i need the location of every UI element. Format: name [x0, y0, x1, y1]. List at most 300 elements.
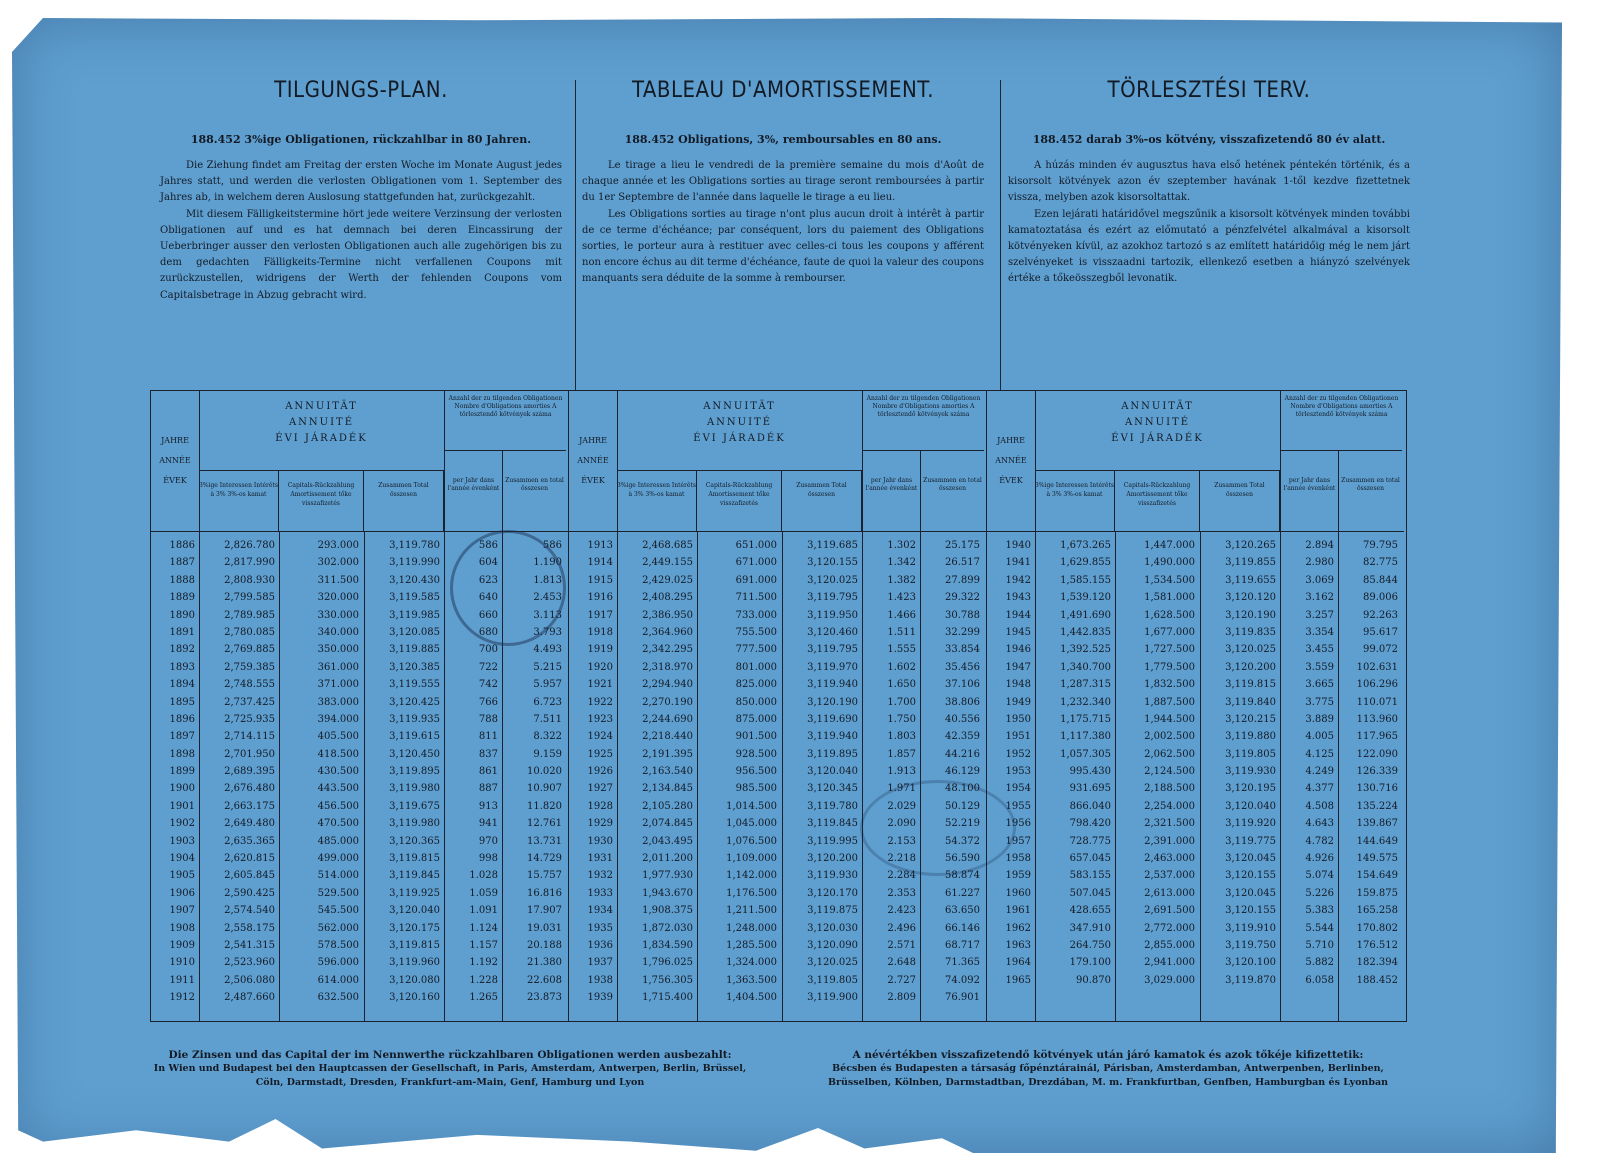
- table-header: [151, 391, 568, 532]
- interest-cell: 1,756.305: [642, 974, 693, 986]
- total-cell: 3,119.780: [807, 800, 858, 812]
- cumulative-cell: 139.867: [1356, 818, 1398, 830]
- table-block-2: [569, 391, 987, 1021]
- interest-cell: 2,649.480: [224, 818, 275, 830]
- capital-cell: 2,941.000: [1144, 957, 1195, 969]
- year-cell: 1945: [1005, 626, 1031, 638]
- total-cell: 3,120.385: [389, 661, 440, 673]
- table-row: [987, 728, 1404, 745]
- interest-cell: 2,558.175: [224, 922, 275, 934]
- total-cell: 3,120.090: [807, 939, 858, 951]
- cumulative-cell: 58.874: [945, 870, 980, 882]
- table-row: [569, 676, 986, 693]
- header-total: Zusammen Total összesen: [1200, 471, 1280, 531]
- per-year-cell: 3.665: [1305, 679, 1334, 691]
- table-row: [987, 920, 1404, 937]
- interest-cell: 1,340.700: [1060, 661, 1111, 673]
- per-year-cell: 1.059: [469, 887, 498, 899]
- cumulative-cell: 110.071: [1356, 696, 1398, 708]
- cumulative-cell: 122.090: [1356, 748, 1398, 760]
- total-cell: 3,119.685: [807, 540, 858, 551]
- capital-cell: 2,613.000: [1144, 887, 1195, 899]
- interest-cell: 2,635.365: [224, 835, 275, 847]
- cumulative-cell: 188.452: [1356, 974, 1398, 986]
- per-year-header: per Jahr dans l'année évenként: [862, 451, 920, 531]
- capital-cell: 985.500: [735, 783, 777, 795]
- french-column: [582, 78, 984, 288]
- interest-cell: 179.100: [1069, 957, 1111, 969]
- capital-cell: 2,537.000: [1144, 870, 1195, 882]
- total-cell: 3,119.980: [389, 783, 440, 795]
- interest-cell: 1,715.400: [642, 992, 693, 1004]
- interest-cell: 2,541.315: [224, 939, 275, 951]
- cumulative-cell: 130.716: [1356, 783, 1398, 795]
- per-year-cell: 660: [478, 609, 498, 621]
- capital-cell: 1,447.000: [1144, 540, 1195, 551]
- year-cell: 1948: [1005, 679, 1031, 691]
- year-column-header: [987, 391, 1036, 531]
- year-label-line: ÉVEK: [581, 476, 605, 485]
- total-cell: 3,119.835: [1225, 626, 1276, 638]
- interest-cell: 798.420: [1069, 818, 1111, 830]
- cumulative-cell: 33.854: [945, 644, 980, 656]
- per-year-cell: 604: [478, 557, 498, 569]
- table-row: [987, 885, 1404, 902]
- german-footer: [150, 1048, 750, 1090]
- cumulative-cell: 46.129: [945, 766, 980, 778]
- table-rows: [987, 537, 1404, 989]
- cumulative-cell: 23.873: [527, 992, 562, 1004]
- total-cell: 3,119.880: [1225, 731, 1276, 743]
- year-cell: 1914: [587, 557, 613, 569]
- cumulative-cell: 2.453: [533, 592, 562, 604]
- table-row: [151, 746, 568, 763]
- header-capital: Capitals-Rückzahlung Amortissement tőke visszafizetés: [279, 471, 364, 531]
- annuity-header: [617, 391, 862, 471]
- year-cell: 1938: [587, 974, 613, 986]
- total-cell: 3,120.025: [1225, 644, 1276, 656]
- year-label-line: ÉVEK: [999, 476, 1023, 485]
- year-cell: 1900: [169, 783, 195, 795]
- interest-cell: 1,908.375: [642, 905, 693, 917]
- capital-cell: 1,014.500: [726, 800, 777, 812]
- capital-cell: 651.000: [735, 540, 777, 551]
- annuity-label-line: ANNUITÄT: [703, 401, 776, 412]
- interest-cell: 1,585.155: [1060, 574, 1111, 586]
- hungarian-footer: [808, 1048, 1408, 1090]
- table-row: [569, 937, 986, 954]
- german-heading: TILGUNGS-PLAN.: [274, 78, 448, 103]
- total-cell: 3,120.190: [807, 696, 858, 708]
- annuity-header: [199, 391, 444, 471]
- interest-cell: 2,689.395: [224, 766, 275, 778]
- year-cell: 1906: [169, 887, 195, 899]
- per-year-cell: 3.559: [1305, 661, 1334, 673]
- capital-cell: 371.000: [317, 679, 359, 691]
- capital-cell: 2,124.500: [1144, 766, 1195, 778]
- total-cell: 3,119.940: [807, 679, 858, 691]
- total-cell: 3,119.985: [389, 609, 440, 621]
- year-cell: 1902: [169, 818, 195, 830]
- capital-cell: 1,363.500: [726, 974, 777, 986]
- year-cell: 1935: [587, 922, 613, 934]
- total-cell: 3,119.910: [1225, 922, 1276, 934]
- cumulative-cell: 79.795: [1363, 540, 1398, 551]
- total-cell: 3,119.895: [389, 766, 440, 778]
- interest-cell: 728.775: [1069, 835, 1111, 847]
- cumulative-cell: 27.899: [945, 574, 980, 586]
- per-year-cell: 2.153: [887, 835, 916, 847]
- table-rows: [569, 537, 986, 1007]
- capital-cell: 850.000: [735, 696, 777, 708]
- table-row: [569, 537, 986, 554]
- per-year-cell: 1.857: [887, 748, 916, 760]
- interest-cell: 1,392.525: [1060, 644, 1111, 656]
- cumulative-cell: 12.761: [527, 818, 562, 830]
- per-year-cell: 1.192: [469, 957, 498, 969]
- capital-cell: 3,029.000: [1144, 974, 1195, 986]
- total-cell: 3,120.430: [389, 574, 440, 586]
- per-year-cell: 788: [478, 713, 498, 725]
- year-cell: 1923: [587, 713, 613, 725]
- total-cell: 3,119.995: [807, 835, 858, 847]
- year-cell: 1925: [587, 748, 613, 760]
- capital-cell: 1,285.500: [726, 939, 777, 951]
- header-total: Zusammen Total összesen: [364, 471, 444, 531]
- per-year-cell: 2.571: [887, 939, 916, 951]
- annuity-label-line: ÉVI JÁRADÉK: [275, 433, 368, 444]
- german-footer-title: Die Zinsen und das Capital der im Nennwerthe rückzahlbaren Obligationen werden ausbezahlt:: [168, 1049, 732, 1061]
- interest-cell: 2,663.175: [224, 800, 275, 812]
- cumulative-cell: 1.813: [533, 574, 562, 586]
- year-cell: 1927: [587, 783, 613, 795]
- annuity-label-line: ANNUITÉ: [1124, 417, 1191, 428]
- interest-cell: 2,714.115: [224, 731, 275, 743]
- total-cell: 3,120.025: [807, 574, 858, 586]
- table-row: [151, 885, 568, 902]
- interest-cell: 264.750: [1069, 939, 1111, 951]
- cumulative-cell: 85.844: [1363, 574, 1398, 586]
- year-cell: 1929: [587, 818, 613, 830]
- cumulative-cell: 170.802: [1356, 922, 1398, 934]
- cumulative-cell: 63.650: [945, 905, 980, 917]
- capital-cell: 499.000: [317, 853, 359, 865]
- german-subheading: 188.452 3%ige Obligationen, rückzahlbar in 80 Jahren.: [190, 133, 532, 146]
- capital-cell: 2,772.000: [1144, 922, 1195, 934]
- total-cell: 3,119.845: [389, 870, 440, 882]
- table-row: [987, 694, 1404, 711]
- table-row: [987, 937, 1404, 954]
- capital-cell: 2,188.500: [1144, 783, 1195, 795]
- number-header: Anzahl der zu tilgenden Obligationen Nombre d'Obligations amorties A törlesztendő kötvények száma: [862, 391, 984, 451]
- per-year-cell: 6.058: [1305, 974, 1334, 986]
- total-cell: 3,120.265: [1225, 540, 1276, 551]
- total-cell: 3,119.555: [389, 679, 440, 691]
- year-cell: 1964: [1005, 957, 1031, 969]
- cumulative-cell: 1.190: [533, 557, 562, 569]
- interest-cell: 2,386.950: [642, 609, 693, 621]
- per-year-cell: 3.775: [1305, 696, 1334, 708]
- capital-cell: 2,391.000: [1144, 835, 1195, 847]
- capital-cell: 1,944.500: [1144, 713, 1195, 725]
- year-label-line: ANNÉE: [577, 456, 609, 465]
- year-label: [151, 431, 199, 491]
- capital-cell: 514.000: [317, 870, 359, 882]
- capital-cell: 2,463.000: [1144, 853, 1195, 865]
- hungarian-paragraph-2: Ezen lejárati határidővel megszűnik a kisorsolt kötvények minden további kamatoztatása és ezért az előmutató a pénzfelvétel alkalmával a kisorsolt kötvényeken kívül, az azokhoz tartozó s az említett határidőig még le nem járt szelvényeket is visszaadni tartozik, ellenkező esetben a hiányzó szelvények értéke a tőkeösszegből levonatik.: [1008, 208, 1410, 285]
- year-label-line: JAHRE: [997, 436, 1025, 445]
- capital-cell: 340.000: [317, 626, 359, 638]
- cumulative-cell: 182.394: [1356, 957, 1398, 969]
- table-row: [569, 989, 986, 1006]
- interest-cell: 2,074.845: [642, 818, 693, 830]
- annuity-label-line: ÉVI JÁRADÉK: [1111, 433, 1204, 444]
- total-cell: 3,120.025: [807, 957, 858, 969]
- table-row: [151, 972, 568, 989]
- table-row: [987, 554, 1404, 571]
- year-cell: 1890: [169, 609, 195, 621]
- per-year-cell: 680: [478, 626, 498, 638]
- total-cell: 3,119.960: [389, 957, 440, 969]
- table-row: [569, 746, 986, 763]
- year-cell: 1903: [169, 835, 195, 847]
- total-cell: 3,119.585: [389, 592, 440, 604]
- per-year-cell: 586: [478, 540, 498, 551]
- year-cell: 1930: [587, 835, 613, 847]
- total-cell: 3,120.100: [1225, 957, 1276, 969]
- year-cell: 1909: [169, 939, 195, 951]
- cumulative-cell: 54.372: [945, 835, 980, 847]
- table-row: [569, 589, 986, 606]
- table-row: [987, 850, 1404, 867]
- capital-cell: 485.000: [317, 835, 359, 847]
- total-cell: 3,119.815: [389, 939, 440, 951]
- capital-cell: 456.500: [317, 800, 359, 812]
- per-year-cell: 640: [478, 592, 498, 604]
- capital-cell: 350.000: [317, 644, 359, 656]
- interest-cell: 507.045: [1069, 887, 1111, 899]
- total-cell: 3,119.750: [1225, 939, 1276, 951]
- table-row: [151, 815, 568, 832]
- cumulative-cell: 26.517: [945, 557, 980, 569]
- total-cell: 3,120.040: [389, 905, 440, 917]
- year-cell: 1901: [169, 800, 195, 812]
- total-cell: 3,120.215: [1225, 713, 1276, 725]
- year-cell: 1960: [1005, 887, 1031, 899]
- table-row: [151, 867, 568, 884]
- table-block-3: [987, 391, 1404, 1021]
- cumulative-cell: 20.188: [527, 939, 562, 951]
- year-cell: 1887: [169, 557, 195, 569]
- per-year-cell: 1.157: [469, 939, 498, 951]
- year-cell: 1944: [1005, 609, 1031, 621]
- interest-cell: 2,134.845: [642, 783, 693, 795]
- capital-cell: 2,062.500: [1144, 748, 1195, 760]
- table-row: [151, 694, 568, 711]
- capital-cell: 1,045.000: [726, 818, 777, 830]
- table-row: [151, 676, 568, 693]
- interest-cell: 2,294.940: [642, 679, 693, 691]
- per-year-cell: 1.423: [887, 592, 916, 604]
- cumulative-cell: 22.608: [527, 974, 562, 986]
- interest-cell: 2,605.845: [224, 870, 275, 882]
- per-year-cell: 2.423: [887, 905, 916, 917]
- year-cell: 1952: [1005, 748, 1031, 760]
- per-year-cell: 837: [478, 748, 498, 760]
- total-cell: 3,119.885: [389, 644, 440, 656]
- cumulative-cell: 74.092: [945, 974, 980, 986]
- total-cell: 3,119.795: [807, 644, 858, 656]
- interest-cell: 2,523.960: [224, 957, 275, 969]
- per-year-cell: 998: [478, 853, 498, 865]
- total-cell: 3,119.940: [807, 731, 858, 743]
- table-row: [151, 833, 568, 850]
- table-row: [569, 728, 986, 745]
- interest-cell: 1,872.030: [642, 922, 693, 934]
- interest-cell: 1,977.930: [642, 870, 693, 882]
- per-year-cell: 5.544: [1305, 922, 1334, 934]
- year-cell: 1946: [1005, 644, 1031, 656]
- year-cell: 1891: [169, 626, 195, 638]
- cumulative-cell: 165.258: [1356, 905, 1398, 917]
- table-header: [987, 391, 1404, 532]
- total-cell: 3,119.845: [807, 818, 858, 830]
- capital-cell: 614.000: [317, 974, 359, 986]
- year-cell: 1965: [1005, 974, 1031, 986]
- table-row: [569, 711, 986, 728]
- hungarian-column: [1008, 78, 1410, 288]
- interest-cell: 2,748.555: [224, 679, 275, 691]
- year-cell: 1950: [1005, 713, 1031, 725]
- year-label-line: ÉVEK: [163, 476, 187, 485]
- header-interest: 3%ige Interessen Intérêts à 3% 3%-os kamat: [1035, 471, 1115, 531]
- capital-cell: 302.000: [317, 557, 359, 569]
- table-row: [569, 659, 986, 676]
- table-row: [151, 711, 568, 728]
- year-cell: 1905: [169, 870, 195, 882]
- cumulative-cell: 586: [542, 540, 562, 551]
- year-cell: 1937: [587, 957, 613, 969]
- year-cell: 1932: [587, 870, 613, 882]
- cumulative-cell: 149.575: [1356, 853, 1398, 865]
- interest-cell: 2,676.480: [224, 783, 275, 795]
- interest-cell: 2,364.960: [642, 626, 693, 638]
- capital-cell: 2,002.500: [1144, 731, 1195, 743]
- french-paragraph-2: Les Obligations sorties au tirage n'ont plus aucun droit à intérêt à partir de ce terme d'échéance; par conséquent, lors du paiement des Obligations sorties, le porteur aura à restituer avec celles-ci tous les coupons y afférent non encore échus au dit terme d'échéance, faute de quoi la valeur des coupons manquants sera déduite de la somme à rembourser.: [582, 208, 984, 285]
- cumulative-cell: 113.960: [1356, 713, 1398, 725]
- per-year-cell: 2.090: [887, 818, 916, 830]
- german-paragraph-2: Mit diesem Fälligkeitstermine hört jede weitere Verzinsung der verlosten Obligationen auf und es hat demnach bei deren Eincassirung der Ueberbringer ausser den verlosten Obligationen auch alle zugehörigen bis zu dem gedachten Fälligkeits-Termine nicht verfallenen Coupons mit zurückzustellen, widrigens der Werth der fehlenden Coupons vom Capitalsbetrage in Abzug gebracht wird.: [160, 208, 562, 301]
- hungarian-paragraph-1: A húzás minden év augusztus hava első hetének péntekén történik, és a kisorsolt kötvények azon év szeptember havának 1-től kezdve fizettetnek vissza, melyben azok kisorsoltattak.: [1008, 160, 1410, 204]
- capital-cell: 311.500: [317, 574, 359, 586]
- interest-cell: 1,796.025: [642, 957, 693, 969]
- total-cell: 3,119.935: [389, 713, 440, 725]
- capital-cell: 1,628.500: [1144, 609, 1195, 621]
- total-cell: 3,120.200: [807, 853, 858, 865]
- total-cell: 3,120.190: [1225, 609, 1276, 621]
- cumulative-cell: 50.129: [945, 800, 980, 812]
- interest-cell: 2,270.190: [642, 696, 693, 708]
- cumulative-header: Zusammen en total összesen: [920, 451, 984, 531]
- per-year-cell: 2.894: [1305, 540, 1334, 551]
- interest-cell: 995.430: [1069, 766, 1111, 778]
- per-year-cell: 1.750: [887, 713, 916, 725]
- table-row: [151, 780, 568, 797]
- total-cell: 3,120.155: [1225, 870, 1276, 882]
- interest-cell: 2,218.440: [642, 731, 693, 743]
- cumulative-cell: 21.380: [527, 957, 562, 969]
- per-year-cell: 1.803: [887, 731, 916, 743]
- year-cell: 1928: [587, 800, 613, 812]
- hungarian-subheading: 188.452 darab 3%-os kötvény, visszafizetendő 80 év alatt.: [1032, 133, 1386, 146]
- table-row: [987, 659, 1404, 676]
- total-cell: 3,119.950: [807, 609, 858, 621]
- interest-cell: 657.045: [1069, 853, 1111, 865]
- per-year-cell: 1.602: [887, 661, 916, 673]
- annuity-label-line: ANNUITÉ: [706, 417, 773, 428]
- year-label: [569, 431, 617, 491]
- table-block-1: [151, 391, 569, 1021]
- cumulative-cell: 99.072: [1363, 644, 1398, 656]
- table-row: [987, 607, 1404, 624]
- capital-cell: 733.000: [735, 609, 777, 621]
- per-year-cell: 3.889: [1305, 713, 1334, 725]
- table-row: [987, 537, 1404, 554]
- per-year-cell: 1.555: [887, 644, 916, 656]
- cumulative-cell: 40.556: [945, 713, 980, 725]
- cumulative-cell: 8.322: [533, 731, 562, 743]
- per-year-cell: 3.162: [1305, 592, 1334, 604]
- interest-cell: 1,539.120: [1060, 592, 1111, 604]
- year-cell: 1955: [1005, 800, 1031, 812]
- cumulative-cell: 48.100: [945, 783, 980, 795]
- table-row: [569, 902, 986, 919]
- total-cell: 3,119.815: [1225, 679, 1276, 691]
- per-year-cell: 3.354: [1305, 626, 1334, 638]
- total-cell: 3,119.930: [807, 870, 858, 882]
- cumulative-cell: 144.649: [1356, 835, 1398, 847]
- interest-cell: 2,799.585: [224, 592, 275, 604]
- cumulative-cell: 89.006: [1363, 592, 1398, 604]
- total-cell: 3,119.780: [389, 540, 440, 551]
- cumulative-cell: 17.907: [527, 905, 562, 917]
- hungarian-footer-title: A névértékben visszafizetendő kötvények után járó kamatok és azok tőkéje kifizettetik:: [852, 1049, 1364, 1061]
- per-year-cell: 1.028: [469, 870, 498, 882]
- capital-cell: 1,211.500: [726, 905, 777, 917]
- per-year-cell: 4.643: [1305, 818, 1334, 830]
- year-cell: 1920: [587, 661, 613, 673]
- capital-cell: 777.500: [735, 644, 777, 656]
- year-cell: 1912: [169, 992, 195, 1004]
- per-year-cell: 1.913: [887, 766, 916, 778]
- interest-cell: 2,429.025: [642, 574, 693, 586]
- cumulative-cell: 10.907: [527, 783, 562, 795]
- per-year-cell: 623: [478, 574, 498, 586]
- table-row: [987, 798, 1404, 815]
- year-cell: 1933: [587, 887, 613, 899]
- total-cell: 3,119.990: [389, 557, 440, 569]
- number-header: Anzahl der zu tilgenden Obligationen Nombre d'Obligations amorties A törlesztendő kötvények száma: [444, 391, 566, 451]
- year-cell: 1922: [587, 696, 613, 708]
- year-cell: 1921: [587, 679, 613, 691]
- capital-cell: 825.000: [735, 679, 777, 691]
- total-cell: 3,119.920: [1225, 818, 1276, 830]
- capital-cell: 1,677.000: [1144, 626, 1195, 638]
- interest-cell: 1,629.855: [1060, 557, 1111, 569]
- year-cell: 1961: [1005, 905, 1031, 917]
- per-year-cell: 5.383: [1305, 905, 1334, 917]
- year-cell: 1949: [1005, 696, 1031, 708]
